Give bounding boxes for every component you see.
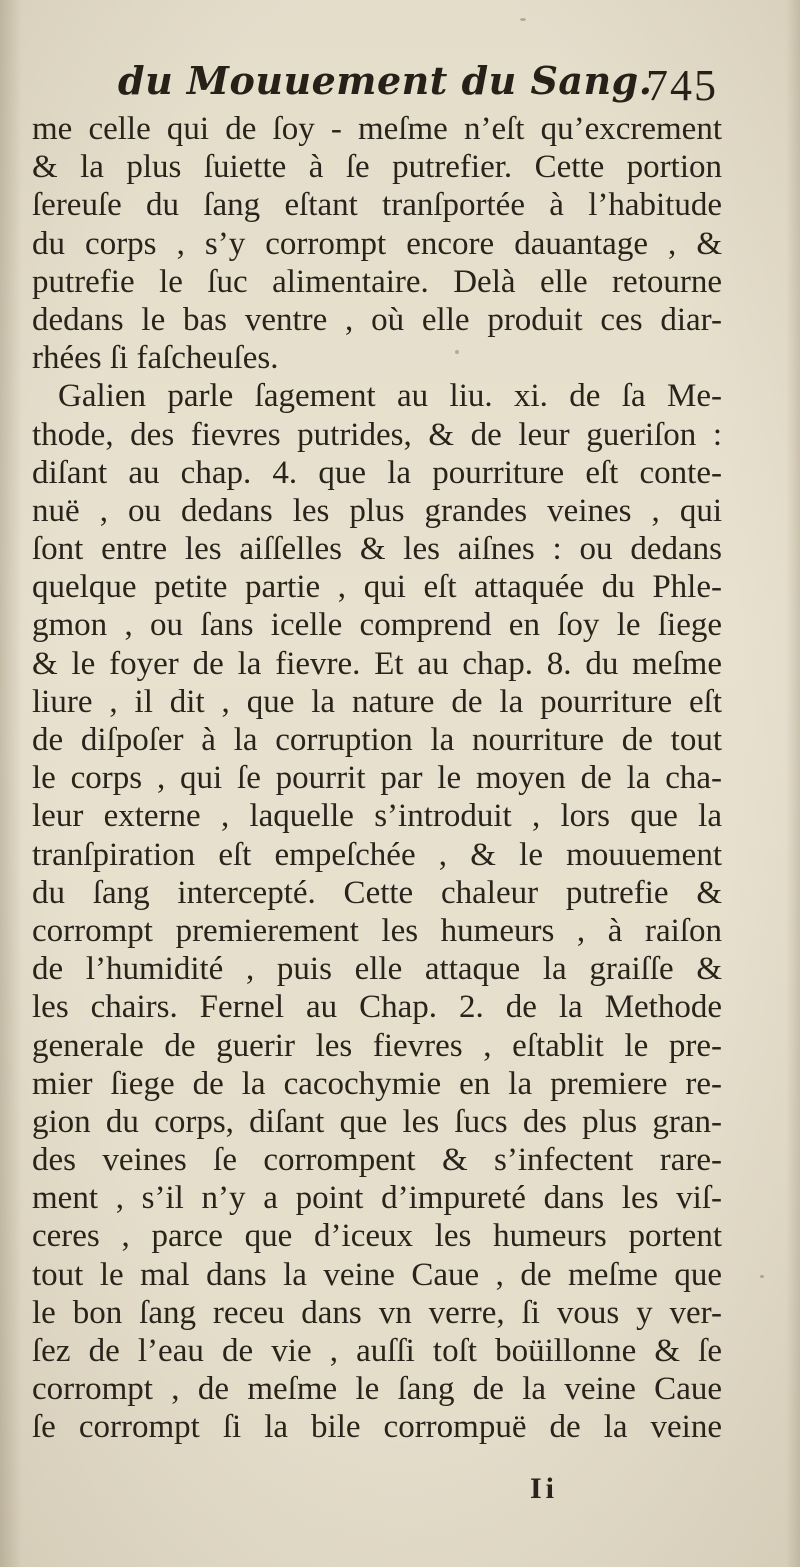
text-line: de l’humidité , puis elle attaque la graiſſe & (32, 951, 722, 988)
text-line: le corps , qui ſe pourrit par le moyen de la cha- (32, 760, 722, 797)
page-header (118, 58, 718, 118)
text-line: tout le mal dans la veine Caue , de meſme que (32, 1256, 722, 1293)
gutter-shadow (0, 0, 22, 1567)
paper-speck (455, 350, 459, 354)
text-line: ſez de l’eau de vie , auſſi toſt boüillonne & ſe (32, 1333, 722, 1369)
text-line: de diſpoſer à la corruption la nourriture de tout (32, 722, 722, 758)
text-line: ment , s’il n’y a point d’impureté dans les viſ- (32, 1180, 722, 1217)
text-line: & la plus ſuiette à ſe putrefier. Cette portion (32, 149, 722, 186)
text-line: ſereuſe du ſang eſtant tranſportée à l’habitude (32, 187, 722, 224)
text-line: tranſpiration eſt empeſchée , & le mouuement (32, 836, 722, 873)
paragraph-first-line: Galien parle ſagement au liu. xi. de ſa Me- (58, 378, 722, 415)
text-line: rhées ſi faſcheuſes. (32, 340, 279, 377)
running-head: du Mouuement du Sang. (118, 58, 653, 103)
text-line: le bon ſang receu dans vn verre, ſi vous y ver- (32, 1294, 722, 1331)
text-line: nuë , ou dedans les plus grandes veines , qui (32, 492, 722, 529)
text-line: ceres , parce que d’iceux les humeurs portent (32, 1218, 722, 1255)
text-line: gmon , ou ſans icelle comprend en ſoy le ſiege (32, 607, 722, 644)
page-number: 745 (646, 61, 718, 110)
paper-speck (760, 1275, 764, 1278)
text-line: du corps , s’y corrompt encore dauantage , & (32, 225, 722, 262)
body-text (32, 110, 722, 1447)
text-line: diſant au chap. 4. que la pourriture eſt conte- (32, 454, 722, 491)
text-line: putrefie le ſuc alimentaire. Delà elle retourne (32, 263, 722, 300)
page-edge-shadow (786, 0, 800, 1567)
text-line: mier ſiege de la cacochymie en la premiere re- (32, 1065, 722, 1102)
text-line: dedans le bas ventre , où elle produit ces diar- (32, 301, 722, 338)
text-line: des veines ſe corrompent & s’infectent rare- (32, 1142, 722, 1179)
text-line: corrompt premierement les humeurs , à raiſon (32, 912, 722, 949)
text-line: generale de guerir les fievres , eſtablit le pre- (32, 1027, 722, 1064)
text-line: les chairs. Fernel au Chap. 2. de la Methode (32, 989, 722, 1026)
text-line: corrompt , de meſme le ſang de la veine Caue (32, 1371, 722, 1408)
text-line: & le foyer de la fievre. Et au chap. 8. du meſme (32, 645, 722, 682)
signature-mark: Ii (530, 1472, 559, 1505)
text-line: leur externe , laquelle s’introduit , lors que la (32, 798, 722, 835)
text-line: ſe corrompt ſi la bile corrompuë de la veine (32, 1409, 722, 1446)
text-line: thode, des fievres putrides, & de leur gueriſon : (32, 416, 722, 453)
text-line: gion du corps, diſant que les ſucs des plus gran- (32, 1103, 722, 1140)
text-line: quelque petite partie , qui eſt attaquée du Phle- (32, 569, 722, 606)
paper-speck (36, 820, 39, 823)
paper-speck (520, 18, 526, 21)
text-line: liure , il dit , que la nature de la pourriture eſt (32, 683, 722, 720)
text-line: ſont entre les aiſſelles & les aiſnes : ou dedans (32, 531, 722, 568)
text-line: me celle qui de ſoy - meſme n’eſt qu’excrement (32, 111, 722, 147)
text-line: du ſang intercepté. Cette chaleur putrefie & (32, 874, 722, 911)
